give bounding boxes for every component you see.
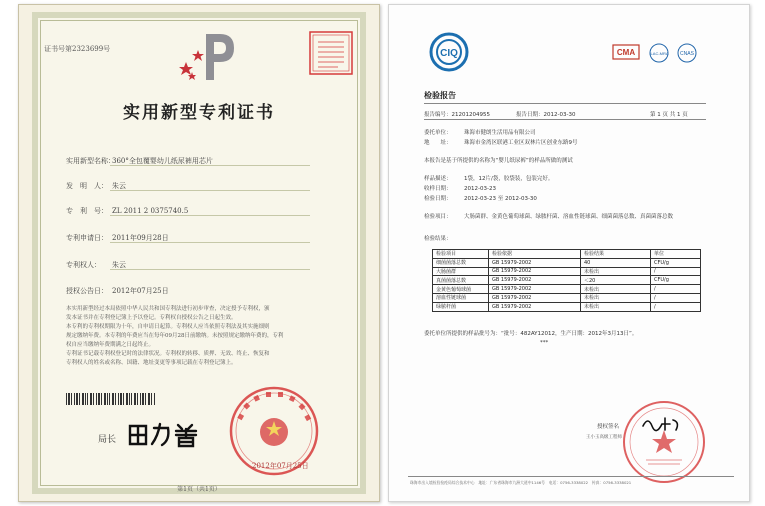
field-label: 发 明 人： (66, 182, 108, 190)
divider (424, 103, 706, 104)
inspection-center-seal-icon (622, 400, 706, 484)
table-cell: 未检出 (581, 267, 651, 276)
receipt-date (424, 184, 496, 192)
table-row (433, 276, 701, 285)
ciq-logo-icon (428, 32, 470, 72)
table-cell: / (651, 293, 701, 302)
field-value: 朱云 (112, 261, 126, 269)
table-cell: 大肠菌群 (433, 267, 489, 276)
field-label: 专利申请日： (66, 234, 108, 242)
table-cell: GB 15979-2002 (489, 267, 581, 276)
report-title: 检验报告 (424, 91, 456, 100)
certificate-title: 实用新型专利证书 (123, 103, 275, 123)
table-cell: ＜20 (581, 276, 651, 285)
table-row (433, 293, 701, 302)
line-value: 2012-03-23 至 2012-03-30 (464, 196, 537, 202)
line-label: 地 址： (424, 140, 452, 146)
table-row (433, 258, 701, 267)
svg-text:CIQ: CIQ (440, 48, 458, 59)
table-cell: GB 15979-2002 (489, 285, 581, 294)
report-date (516, 110, 575, 118)
report-number (424, 110, 490, 118)
field-value: 360°全包覆婴幼儿纸尿裤用芯片 (112, 157, 213, 165)
divider (110, 215, 310, 216)
report-statement: 本报告是基于所提供的名称为“婴儿纸尿裤”的样品所做的测试 (424, 158, 573, 164)
divider (408, 476, 734, 477)
director-label: 局长 (98, 435, 117, 445)
field-label: 专利权人： (66, 261, 101, 269)
divider (424, 119, 706, 120)
body-line: 权自应当缴纳年费期满之日起终止。 (66, 342, 155, 348)
top-stamp-icon (308, 30, 354, 76)
column-header: 检验结果 (581, 250, 651, 259)
result-table (432, 249, 701, 312)
line-value: 大肠菌群、金黄色葡萄球菌、绿脓杆菌、溶血性链球菌、细菌菌落总数、真菌菌落总数 (464, 214, 674, 220)
table-cell: 金黄色葡萄球菌 (433, 285, 489, 294)
end-mark: *** (540, 340, 549, 346)
test-result-label: 检验结果： (424, 236, 452, 242)
report-footer: 珠海市出入境检验检疫局综合技术中心 地址：广东省珠海市九洲大道中1146号 电话：0756-3338022 传真：0756-3338021 (410, 480, 632, 485)
divider (110, 269, 310, 270)
table-cell: / (651, 267, 701, 276)
table-cell: 溶血性链球菌 (433, 293, 489, 302)
divider (110, 242, 310, 243)
table-cell: 绿脓杆菌 (433, 302, 489, 311)
test-date (424, 194, 537, 202)
body-line: 本实用新型经过本局依照中华人民共和国专利法进行初步审查，决定授予专利权，颁 (66, 306, 270, 312)
report-page-number: 第 1 页 共 1 页 (650, 112, 688, 118)
field-value: 朱云 (112, 182, 126, 190)
line-label: 样品描述： (424, 176, 452, 182)
svg-text:ILAC-MRA: ILAC-MRA (649, 51, 669, 56)
table-header-row (433, 250, 701, 259)
table-cell: GB 15979-2002 (489, 293, 581, 302)
field-value: ZL 2011 2 0375740.5 (112, 207, 189, 215)
svg-text:CNAS: CNAS (680, 51, 694, 57)
field-grant-date (66, 286, 169, 296)
body-line: 发本证书并在专利登记簿上予以登记。专利权自授权公告之日起生效。 (66, 315, 237, 321)
table-cell: 未检出 (581, 302, 651, 311)
table-cell: GB 15979-2002 (489, 258, 581, 267)
authorized-signature-label: 授权签名 (597, 424, 620, 430)
table-cell: CFU/g (651, 276, 701, 285)
table-row (433, 302, 701, 311)
cma-cnas-ilac-logos-icon (612, 42, 702, 64)
certificate-page-number: 第1页（共1页） (177, 486, 221, 493)
line-label: 检验项目： (424, 214, 452, 220)
divider (110, 165, 310, 166)
table-row (433, 267, 701, 276)
column-header: 检验项目 (433, 250, 489, 259)
table-cell: GB 15979-2002 (489, 302, 581, 311)
body-line: 专利证书记载专利权登记时的法律状况。专利权的转移、质押、无效、终止、恢复和 (66, 351, 270, 357)
table-cell: / (651, 302, 701, 311)
table-cell: 40 (581, 258, 651, 267)
report-number-label: 报告编号： (424, 112, 452, 118)
table-cell: 未检出 (581, 285, 651, 294)
line-value: 珠海市金湾区联港工业区双林片区创业东路9号 (464, 140, 578, 146)
table-cell: 真菌菌落总数 (433, 276, 489, 285)
authorized-signer-name: 王小玉高级工程师 (586, 435, 622, 440)
line-label: 检验日期： (424, 196, 452, 202)
table-cell: GB 15979-2002 (489, 276, 581, 285)
accreditation-logos (612, 42, 702, 68)
client-name (424, 128, 536, 136)
director-signature-icon (126, 420, 206, 448)
svg-text:CMA: CMA (616, 48, 636, 57)
seal-date: 2012年07月25日 (252, 462, 309, 470)
table-cell: 细菌菌落总数 (433, 258, 489, 267)
report-number-value: 21201204955 (451, 112, 491, 118)
report-date-value: 2012-03-30 (543, 112, 576, 118)
test-items (424, 212, 673, 220)
field-value: 2011年09月28日 (112, 234, 169, 242)
column-header: 单位 (651, 250, 701, 259)
sample-batch-remark: 委托单位所提供的样品批号为：“批号：482AY12012，生产日期：2012年3月13日”。 (424, 331, 638, 337)
report-date-label: 报告日期： (516, 112, 544, 118)
table-cell: / (651, 285, 701, 294)
line-value: 珠海市健朗生活用品有限公司 (464, 130, 536, 136)
divider (110, 190, 310, 191)
client-address (424, 138, 578, 146)
line-label: 委托单位： (424, 130, 452, 136)
table-row (433, 285, 701, 294)
table-cell: CFU/g (651, 258, 701, 267)
field-label: 实用新型名称： (66, 157, 115, 165)
authorized-signature-icon (640, 414, 684, 434)
table-cell: 未检出 (581, 293, 651, 302)
column-header: 检验依据 (489, 250, 581, 259)
field-label: 专 利 号： (66, 207, 108, 215)
field-value: 2012年07月25日 (112, 287, 169, 295)
body-line: 专利权人的姓名或名称、国籍、地址变更等事项记载在专利登记簿上。 (66, 360, 237, 366)
field-label: 授权公告日： (66, 287, 108, 295)
line-value: 2012-03-23 (464, 186, 496, 192)
certificate-number: 证书号第2323699号 (44, 45, 111, 53)
patent-emblem-icon (176, 22, 246, 82)
certificate-body-text (66, 305, 356, 368)
line-value: 1袋，12片/袋，胶袋装，包装完好。 (464, 176, 554, 182)
barcode-icon (66, 393, 156, 405)
line-label: 收样日期： (424, 186, 452, 192)
body-line: 本专利的专利权期限为十年，自申请日起算。专利权人应当依照专利法及其实施细则 (66, 324, 270, 330)
body-line: 规定缴纳年费。本专利的年费应当在每年09月28日前缴纳。未按照规定缴纳年费的，专利 (66, 333, 284, 339)
sample-description (424, 174, 553, 182)
